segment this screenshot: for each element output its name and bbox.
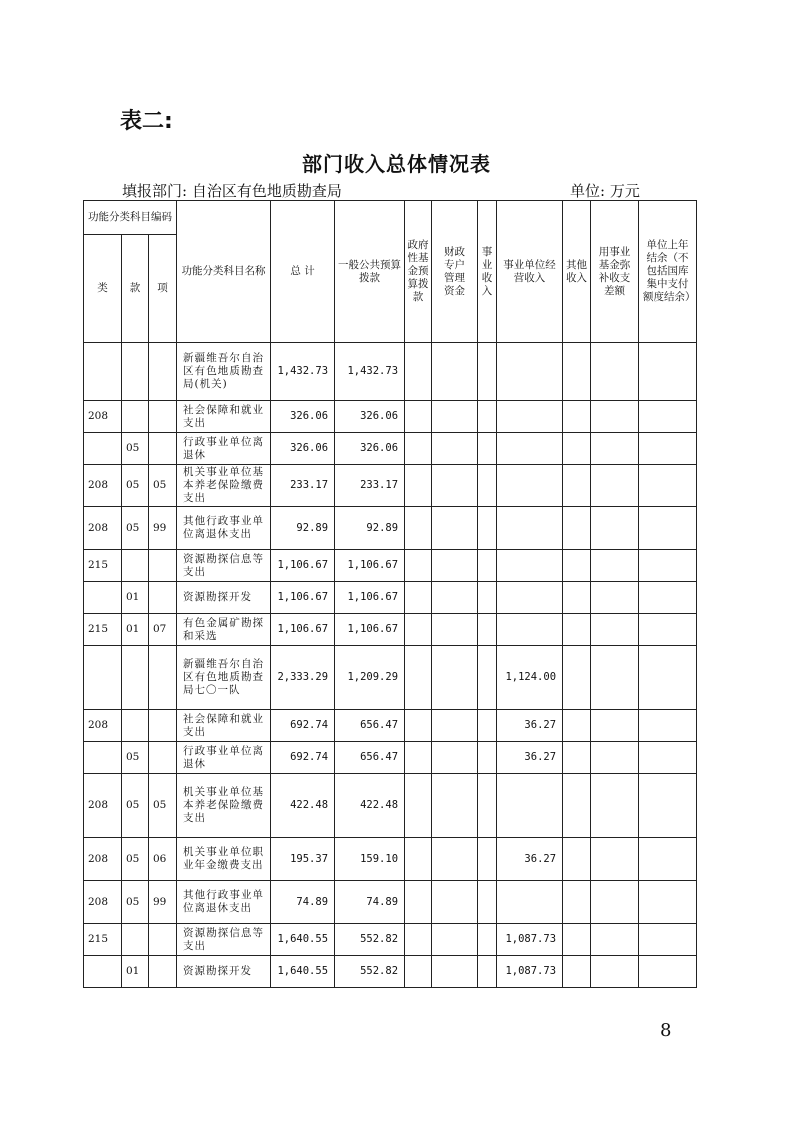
table-row: [84, 550, 697, 582]
other-income-cell: [563, 433, 591, 465]
other-income-cell: [563, 924, 591, 956]
code-kuan-cell: [122, 343, 149, 401]
other-income-cell: [563, 343, 591, 401]
unit-operating-cell: 1,124.00: [497, 646, 563, 710]
header-general-budget: 一般公共预算拨款: [335, 201, 405, 343]
total-cell: 2,333.29: [271, 646, 335, 710]
business-income-cell: [478, 774, 497, 838]
table-row: [84, 646, 697, 710]
item-name-cell: 机关事业单位基本养老保险缴费支出: [177, 465, 271, 507]
prev-balance-cell: [639, 614, 697, 646]
header-func-code: 功能分类科目编码: [84, 201, 177, 235]
header-fiscal-special: 财政专户管理资金: [432, 201, 478, 343]
code-lei-cell: 215: [84, 924, 122, 956]
table-row: [84, 774, 697, 838]
other-income-cell: [563, 742, 591, 774]
business-income-cell: [478, 924, 497, 956]
item-name-cell: 行政事业单位离退休: [177, 742, 271, 774]
prev-balance-cell: [639, 401, 697, 433]
general-budget-cell: 326.06: [335, 433, 405, 465]
item-name-cell: 机关事业单位职业年金缴费支出: [177, 838, 271, 881]
unit-operating-cell: 1,087.73: [497, 956, 563, 988]
total-cell: 1,106.67: [271, 550, 335, 582]
item-name-cell: 机关事业单位基本养老保险缴费支出: [177, 774, 271, 838]
other-income-cell: [563, 507, 591, 550]
general-budget-cell: 422.48: [335, 774, 405, 838]
item-name-cell: 有色金属矿勘探和采选: [177, 614, 271, 646]
unit-operating-cell: [497, 507, 563, 550]
business-income-cell: [478, 838, 497, 881]
code-kuan-cell: [122, 401, 149, 433]
code-kuan-cell: [122, 550, 149, 582]
item-name-cell: 资源勘探开发: [177, 582, 271, 614]
general-budget-cell: 552.82: [335, 924, 405, 956]
prev-balance-cell: [639, 582, 697, 614]
code-kuan-cell: 01: [122, 582, 149, 614]
unit-operating-cell: 36.27: [497, 742, 563, 774]
general-budget-cell: 1,106.67: [335, 614, 405, 646]
other-income-cell: [563, 881, 591, 924]
item-name-cell: 行政事业单位离退休: [177, 433, 271, 465]
other-income-cell: [563, 614, 591, 646]
fund-supplement-cell: [591, 924, 639, 956]
fiscal-special-cell: [432, 881, 478, 924]
code-xiang-cell: 99: [149, 507, 177, 550]
table-row: [84, 742, 697, 774]
table-row: [84, 838, 697, 881]
code-xiang-cell: 99: [149, 881, 177, 924]
prev-balance-cell: [639, 710, 697, 742]
header-prev-balance: 单位上年结余（不包括国库集中支付额度结余）: [639, 201, 697, 343]
fund-supplement-cell: [591, 465, 639, 507]
unit-operating-cell: [497, 401, 563, 433]
total-cell: 1,640.55: [271, 924, 335, 956]
fund-supplement-cell: [591, 881, 639, 924]
fund-supplement-cell: [591, 343, 639, 401]
code-xiang-cell: [149, 924, 177, 956]
total-cell: 326.06: [271, 401, 335, 433]
gov-fund-cell: [405, 646, 432, 710]
fiscal-special-cell: [432, 774, 478, 838]
code-xiang-cell: [149, 401, 177, 433]
fiscal-special-cell: [432, 710, 478, 742]
fund-supplement-cell: [591, 582, 639, 614]
total-cell: 233.17: [271, 465, 335, 507]
code-kuan-cell: 01: [122, 956, 149, 988]
gov-fund-cell: [405, 433, 432, 465]
item-name-cell: 新疆维吾尔自治区有色地质勘查局(机关): [177, 343, 271, 401]
prev-balance-cell: [639, 646, 697, 710]
code-lei-cell: [84, 343, 122, 401]
total-cell: 1,106.67: [271, 614, 335, 646]
unit-operating-cell: 36.27: [497, 710, 563, 742]
code-lei-cell: 215: [84, 550, 122, 582]
fund-supplement-cell: [591, 710, 639, 742]
fund-supplement-cell: [591, 646, 639, 710]
gov-fund-cell: [405, 507, 432, 550]
code-xiang-cell: [149, 343, 177, 401]
code-lei-cell: [84, 582, 122, 614]
prev-balance-cell: [639, 838, 697, 881]
item-name-cell: 其他行政事业单位离退休支出: [177, 881, 271, 924]
business-income-cell: [478, 582, 497, 614]
code-kuan-cell: [122, 710, 149, 742]
unit-operating-cell: [497, 881, 563, 924]
code-xiang-cell: [149, 742, 177, 774]
code-lei-cell: [84, 646, 122, 710]
table-row: [84, 710, 697, 742]
code-kuan-cell: 05: [122, 774, 149, 838]
general-budget-cell: 159.10: [335, 838, 405, 881]
business-income-cell: [478, 614, 497, 646]
fund-supplement-cell: [591, 401, 639, 433]
gov-fund-cell: [405, 956, 432, 988]
unit-operating-cell: 36.27: [497, 838, 563, 881]
general-budget-cell: 1,432.73: [335, 343, 405, 401]
gov-fund-cell: [405, 710, 432, 742]
code-lei-cell: 208: [84, 881, 122, 924]
code-kuan-cell: [122, 646, 149, 710]
code-kuan-cell: 05: [122, 433, 149, 465]
fiscal-special-cell: [432, 838, 478, 881]
business-income-cell: [478, 881, 497, 924]
other-income-cell: [563, 465, 591, 507]
item-name-cell: 社会保障和就业支出: [177, 710, 271, 742]
code-xiang-cell: 07: [149, 614, 177, 646]
other-income-cell: [563, 838, 591, 881]
other-income-cell: [563, 401, 591, 433]
business-income-cell: [478, 646, 497, 710]
fund-supplement-cell: [591, 550, 639, 582]
code-xiang-cell: 06: [149, 838, 177, 881]
code-kuan-cell: 01: [122, 614, 149, 646]
gov-fund-cell: [405, 838, 432, 881]
total-cell: 326.06: [271, 433, 335, 465]
unit-operating-cell: [497, 343, 563, 401]
other-income-cell: [563, 956, 591, 988]
header-func-name: 功能分类科目名称: [177, 201, 271, 343]
total-cell: 92.89: [271, 507, 335, 550]
prev-balance-cell: [639, 956, 697, 988]
code-xiang-cell: 05: [149, 465, 177, 507]
gov-fund-cell: [405, 742, 432, 774]
header-unit-operating: 事业单位经营收入: [497, 201, 563, 343]
total-cell: 74.89: [271, 881, 335, 924]
department-line: 填报部门: 自治区有色地质勘查局: [122, 182, 342, 200]
fund-supplement-cell: [591, 507, 639, 550]
code-lei-cell: 208: [84, 838, 122, 881]
business-income-cell: [478, 401, 497, 433]
total-cell: 692.74: [271, 742, 335, 774]
gov-fund-cell: [405, 614, 432, 646]
fiscal-special-cell: [432, 343, 478, 401]
code-lei-cell: 208: [84, 401, 122, 433]
general-budget-cell: 552.82: [335, 956, 405, 988]
code-lei-cell: [84, 433, 122, 465]
fiscal-special-cell: [432, 956, 478, 988]
header-total: 总 计: [271, 201, 335, 343]
fiscal-special-cell: [432, 614, 478, 646]
code-lei-cell: [84, 956, 122, 988]
header-xiang: 项: [149, 235, 177, 343]
other-income-cell: [563, 550, 591, 582]
unit-operating-cell: 1,087.73: [497, 924, 563, 956]
general-budget-cell: 233.17: [335, 465, 405, 507]
code-xiang-cell: [149, 433, 177, 465]
unit-operating-cell: [497, 582, 563, 614]
fiscal-special-cell: [432, 646, 478, 710]
general-budget-cell: 656.47: [335, 710, 405, 742]
code-kuan-cell: 05: [122, 507, 149, 550]
business-income-cell: [478, 343, 497, 401]
prev-balance-cell: [639, 881, 697, 924]
gov-fund-cell: [405, 924, 432, 956]
gov-fund-cell: [405, 465, 432, 507]
table-row: [84, 614, 697, 646]
gov-fund-cell: [405, 550, 432, 582]
code-kuan-cell: 05: [122, 742, 149, 774]
business-income-cell: [478, 710, 497, 742]
item-name-cell: 资源勘探开发: [177, 956, 271, 988]
fiscal-special-cell: [432, 465, 478, 507]
prev-balance-cell: [639, 924, 697, 956]
general-budget-cell: 1,106.67: [335, 550, 405, 582]
header-business-income: 事业收入: [478, 201, 497, 343]
prev-balance-cell: [639, 465, 697, 507]
fiscal-special-cell: [432, 550, 478, 582]
table-row: [84, 582, 697, 614]
item-name-cell: 资源勘探信息等支出: [177, 550, 271, 582]
fiscal-special-cell: [432, 507, 478, 550]
gov-fund-cell: [405, 343, 432, 401]
business-income-cell: [478, 433, 497, 465]
table-row: [84, 465, 697, 507]
table-row: [84, 956, 697, 988]
gov-fund-cell: [405, 401, 432, 433]
unit-line: 单位: 万元: [570, 182, 640, 200]
general-budget-cell: 656.47: [335, 742, 405, 774]
code-kuan-cell: 05: [122, 838, 149, 881]
code-kuan-cell: 05: [122, 881, 149, 924]
business-income-cell: [478, 956, 497, 988]
header-fund-supplement: 用事业基金弥补收支差额: [591, 201, 639, 343]
business-income-cell: [478, 507, 497, 550]
fund-supplement-cell: [591, 774, 639, 838]
code-xiang-cell: [149, 582, 177, 614]
general-budget-cell: 1,209.29: [335, 646, 405, 710]
table-row: [84, 401, 697, 433]
header-gov-fund: 政府性基金预算拨款: [405, 201, 432, 343]
code-lei-cell: 208: [84, 507, 122, 550]
unit-operating-cell: [497, 614, 563, 646]
fund-supplement-cell: [591, 742, 639, 774]
fiscal-special-cell: [432, 924, 478, 956]
gov-fund-cell: [405, 582, 432, 614]
general-budget-cell: 1,106.67: [335, 582, 405, 614]
other-income-cell: [563, 710, 591, 742]
code-xiang-cell: [149, 646, 177, 710]
fund-supplement-cell: [591, 956, 639, 988]
total-cell: 1,640.55: [271, 956, 335, 988]
code-lei-cell: 208: [84, 774, 122, 838]
code-lei-cell: [84, 742, 122, 774]
prev-balance-cell: [639, 550, 697, 582]
item-name-cell: 社会保障和就业支出: [177, 401, 271, 433]
page-title: 部门收入总体情况表: [302, 152, 491, 176]
item-name-cell: 资源勘探信息等支出: [177, 924, 271, 956]
fiscal-special-cell: [432, 742, 478, 774]
unit-operating-cell: [497, 550, 563, 582]
business-income-cell: [478, 550, 497, 582]
unit-operating-cell: [497, 465, 563, 507]
fund-supplement-cell: [591, 614, 639, 646]
fiscal-special-cell: [432, 401, 478, 433]
other-income-cell: [563, 774, 591, 838]
code-xiang-cell: [149, 710, 177, 742]
total-cell: 1,432.73: [271, 343, 335, 401]
business-income-cell: [478, 465, 497, 507]
fiscal-special-cell: [432, 433, 478, 465]
fund-supplement-cell: [591, 838, 639, 881]
table-row: [84, 343, 697, 401]
table-label: 表二:: [120, 109, 173, 134]
total-cell: 1,106.67: [271, 582, 335, 614]
table-row: [84, 507, 697, 550]
page-number: 8: [660, 1020, 672, 1041]
code-kuan-cell: [122, 924, 149, 956]
code-lei-cell: 208: [84, 465, 122, 507]
general-budget-cell: 92.89: [335, 507, 405, 550]
total-cell: 422.48: [271, 774, 335, 838]
prev-balance-cell: [639, 343, 697, 401]
code-kuan-cell: 05: [122, 465, 149, 507]
unit-operating-cell: [497, 433, 563, 465]
other-income-cell: [563, 582, 591, 614]
header-kuan: 款: [122, 235, 149, 343]
table-row: [84, 924, 697, 956]
code-xiang-cell: [149, 550, 177, 582]
fund-supplement-cell: [591, 433, 639, 465]
gov-fund-cell: [405, 881, 432, 924]
other-income-cell: [563, 646, 591, 710]
header-other-income: 其他收入: [563, 201, 591, 343]
total-cell: 195.37: [271, 838, 335, 881]
prev-balance-cell: [639, 742, 697, 774]
general-budget-cell: 326.06: [335, 401, 405, 433]
code-lei-cell: 208: [84, 710, 122, 742]
header-lei: 类: [84, 235, 122, 343]
gov-fund-cell: [405, 774, 432, 838]
table-row: [84, 433, 697, 465]
total-cell: 692.74: [271, 710, 335, 742]
income-table: [83, 200, 697, 988]
item-name-cell: 新疆维吾尔自治区有色地质勘查局七〇一队: [177, 646, 271, 710]
table-row: [84, 881, 697, 924]
prev-balance-cell: [639, 433, 697, 465]
business-income-cell: [478, 742, 497, 774]
fiscal-special-cell: [432, 582, 478, 614]
unit-operating-cell: [497, 774, 563, 838]
prev-balance-cell: [639, 507, 697, 550]
code-xiang-cell: 05: [149, 774, 177, 838]
prev-balance-cell: [639, 774, 697, 838]
item-name-cell: 其他行政事业单位离退休支出: [177, 507, 271, 550]
code-xiang-cell: [149, 956, 177, 988]
general-budget-cell: 74.89: [335, 881, 405, 924]
code-lei-cell: 215: [84, 614, 122, 646]
